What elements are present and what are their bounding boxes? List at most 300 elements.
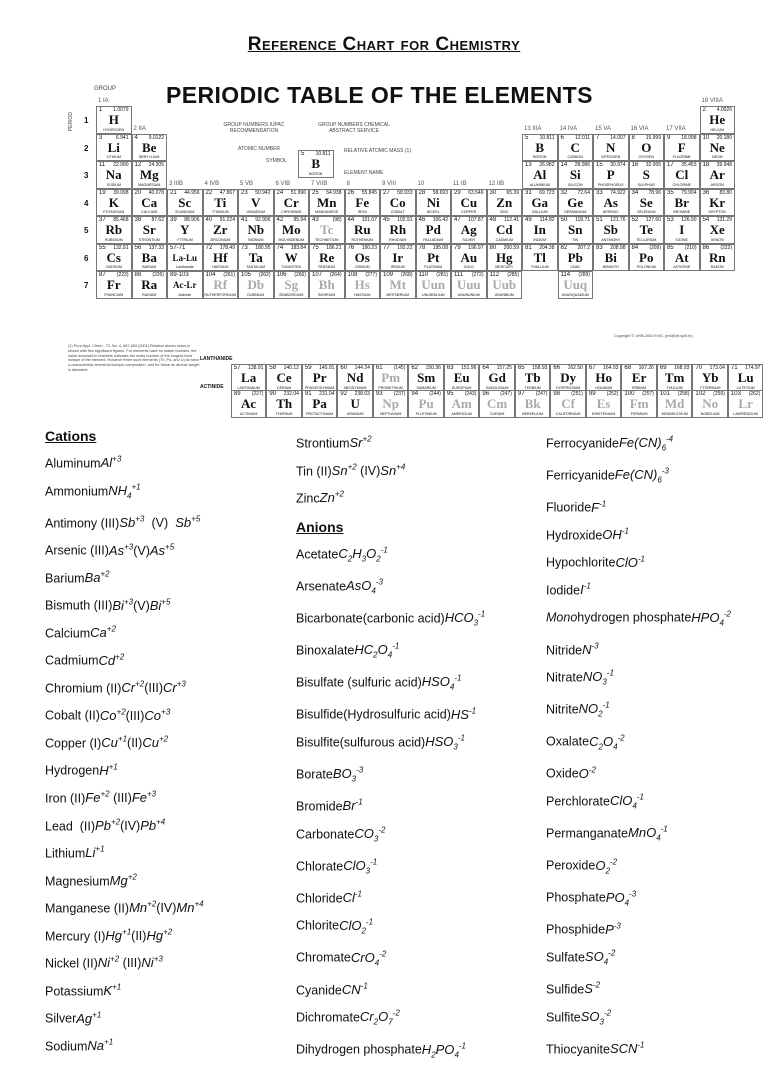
anion-formula: $SO_3^{-2}$ [580,1008,612,1027]
element-name: FERMIUM [630,411,648,416]
anion-formula: $N^{-3}$ [582,641,599,657]
anion-item [546,694,731,726]
cation-name: Lithium [45,846,86,861]
element-symbol: Po [639,249,654,265]
atomic-mass: (247) [500,391,512,397]
atomic-number: 95 [446,391,454,397]
element-name: HYDROGEN [103,127,125,132]
anion-item [546,602,731,634]
element-si [558,161,594,189]
atomic-mass: (210) [684,244,697,251]
cation-item [45,476,204,508]
atomic-number: 53 [667,217,674,223]
atomic-mass: 174.97 [745,365,761,371]
atomic-mass: 151.96 [461,365,477,371]
atomic-mass: 51.996 [290,189,306,196]
anion-name: Peroxide [546,858,596,873]
element-name: IRIDIUM [390,265,405,269]
cation-formula: $Fe^{+2}$ $(III)Fe^{+3}$ [85,789,157,806]
atomic-mass: 55.845 [361,189,377,196]
cation-name: Chromium (II) [45,681,122,696]
anion-name: Chloride [296,891,343,906]
cation-formula: $Mn^{+2}(IV)Mn^{+4}$ [129,900,204,916]
cation-name: Barium [45,571,85,586]
element-bh [309,271,345,299]
cation-item [45,590,204,618]
atomic-number: 64 [482,365,490,371]
element-symbol: Pm [381,370,401,385]
atomic-number: 16 [631,162,639,168]
anion-name: Monohydrogen phosphate [546,610,692,625]
element-name: TUNGSTEN [281,265,302,269]
anion-formula: CrO$_4^{-2}$ [350,949,387,968]
element-symbol: Pt [427,249,440,265]
lanthanide-dy [550,364,586,392]
element-tl [522,244,558,272]
anion-formula: $OH^{-1}$ [602,526,629,543]
atomic-number: 57-71 [170,244,186,251]
element-name: PHOSPHORUS [597,182,624,187]
lanthanide-la [231,364,267,392]
element-name: CAESIUM [105,265,122,269]
atomic-mass: (266) [294,272,306,278]
atomic-mass: 54.938 [326,189,342,196]
anion-name: Chlorite [296,918,340,933]
atomic-number: 87 [99,272,106,278]
group-header: 7 VIIB [311,180,328,187]
cation-name: Lead (II) [45,818,96,833]
atomic-mass: 192.22 [397,244,413,251]
element-fe [345,189,381,217]
atomic-number: 96 [482,391,490,397]
element-i [664,216,700,244]
element-symbol: Ce [276,370,292,385]
element-be [132,134,168,162]
atomic-number: 77 [383,244,390,251]
element-symbol: W [284,249,298,265]
atomic-mass: (251) [571,391,583,397]
element-name: KRYPTON [708,210,726,214]
atomic-number: 9 [667,134,671,141]
atomic-mass: 127.60 [645,217,661,223]
atomic-number: 107 [312,272,323,278]
element-os [345,244,381,272]
actinide-es [586,390,622,418]
atomic-mass: 167.26 [638,365,654,371]
element-symbol: Ba [141,249,157,265]
element-symbol: Tl [533,249,546,265]
atomic-number: 105 [241,272,252,278]
anion-item [296,910,485,942]
atomic-number: 46 [418,217,426,223]
element-f [664,134,700,162]
anion-formula: $Fe(CN)_6^{-3}$ [614,467,669,486]
group-header: 3 IIIB [169,180,184,187]
atomic-number: 3 [99,134,103,141]
atomic-number: 13 [525,162,532,168]
element-symbol: Er [631,370,647,385]
element-name: ERBIUM [632,385,647,390]
element-symbol: B [311,156,321,171]
element-name: TELLURIUM [636,237,657,242]
atomic-mass: (223) [116,272,129,278]
element-symbol: Nd [346,370,364,385]
anion-item [296,727,485,759]
element-symbol: Os [354,249,370,265]
element-name: URANIUM [346,411,364,416]
element-name: ARGON [710,182,724,187]
element-name: THALLIUM [530,265,549,269]
anion-name: Bicarbonate(carbonic acid) [296,611,445,626]
element-ti [203,189,239,217]
anion-name: Nitride [546,642,583,657]
footnote: (1) Pure Appl. Chem., 73, No. 4, 667-683 (2001) Relative atomic mass is shown with five significant figures. For elements have no stable nuclides, the value enclosed in brackets indicates the mass number of the longest-lived isotope of the element. However three such elements (Th, Pa, and U) do have a characteristic terrestrial isotopic composition, and for these an atomic weight is tabulated. [68,344,200,372]
actinide-pa [302,390,338,418]
element-symbol: Ho [595,370,612,385]
anion-formula: $NO_3^{-1}$ [582,669,614,687]
cation-formula: $Cu^{+1}(II)Cu^{+2}$ [101,734,169,751]
cation-formula: $Na^{+1}$ [87,1037,114,1054]
atomic-mass: 18.998 [681,134,697,141]
anion-formula: $C_2O_4^{-2}$ [589,733,625,752]
element-name: TANTALUM [246,265,266,269]
anion-name: Nitrate [546,670,583,685]
element-symbol: Na [105,167,122,182]
cation-name: Ammonium [45,483,109,498]
atomic-number: 43 [312,217,319,223]
anion-name: Dihydrogen phosphate [296,1042,422,1057]
atomic-number: 110 [418,272,429,278]
cation-formula: $NH_4^{+1}$ [108,482,141,501]
element-symbol: Ta [248,249,263,265]
periodic-table [66,82,761,416]
atomic-number: 28 [418,189,426,196]
lanthanide-ho [586,364,622,392]
atomic-mass: 39.948 [716,162,732,168]
atomic-mass: 28.086 [574,162,590,168]
element-symbol: Sb [603,222,618,237]
anion-item [296,603,485,635]
lanthanide-er [621,364,657,392]
element-symbol: Cm [487,396,508,411]
symbol-label: SYMBOL [266,158,287,164]
anion-formula: ClO$^{-1}$ [615,554,645,570]
cation-name: Silver [45,1011,77,1026]
element-symbol: Ac [241,396,257,411]
anion-item [296,1034,485,1066]
element-symbol: Si [569,167,581,182]
element-name: CALIFORNIUM [555,411,581,416]
atomic-mass: 208.98 [610,244,626,251]
atomic-number: 67 [588,365,596,371]
element-hf [203,244,239,272]
atomic-number: 100 [624,391,635,397]
element-symbol: Pu [418,396,434,411]
element-hg [487,244,523,272]
element-symbol: Sg [284,277,299,292]
element-name: CURIUM [489,411,505,416]
legend-example-b [298,150,334,178]
atomic-number: 21 [170,189,177,196]
element-name: CARBON [567,155,583,159]
element-nb [238,216,274,244]
anion-name: Binoxalate [296,643,355,658]
atomic-number: 86 [702,244,710,251]
atomic-mass: 40.078 [148,189,164,196]
atomic-mass: 101.07 [361,217,377,223]
lanthanide-lu [728,364,764,392]
anion-item [296,975,485,1003]
element-mt [380,271,416,299]
atomic-number: 4 [134,134,138,141]
element-name: SEABORGIUM [279,292,304,297]
element-la-lu [167,244,203,272]
actinide-pu [408,390,444,418]
element-sb [593,216,629,244]
element-symbol: Bi [604,249,617,265]
element-symbol: Tm [664,370,685,385]
cation-item [296,456,485,484]
element-name: HAFNIUM [212,265,229,269]
atomic-number: 63 [446,365,454,371]
anion-formula: $BO_3^{-3}$ [332,765,364,784]
element-name: DYSPROSIUM [556,385,581,390]
anion-item [296,571,485,603]
atomic-number: 14 [560,162,568,168]
element-symbol: I [679,222,685,237]
element-name: SCANDIUM [175,210,195,214]
element-symbol: V [251,194,261,210]
group-header: 6 VIB [275,180,291,187]
anion-name: Fluoride [546,500,592,515]
element-p [593,161,629,189]
anion-formula: $HC_2O_4^{-1}$ [354,641,400,660]
element-name: BORON [309,171,323,176]
anion-item [546,974,731,1002]
anion-item [546,786,731,818]
element-name: RHODIUM [389,237,407,242]
cation-name: Iron (II) [45,791,86,806]
atomic-mass: 186.21 [326,244,342,251]
cation-item [45,1003,204,1031]
element-symbol: Md [664,396,685,411]
anion-name: Ferrocyanide [546,436,619,451]
element-symbol: Uub [492,277,517,292]
element-ni [416,189,452,217]
element-se [629,189,665,217]
element-name: RUTHERFORDIUM [204,292,237,297]
element-fr [96,271,132,299]
element-ge [558,189,594,217]
element-name: NEON [712,155,723,159]
cation-item [45,976,204,1004]
element-xe [700,216,736,244]
cation-item [45,866,204,894]
cation-formula: $Mg^{+2}$ [109,872,137,888]
element-name: PALLADIUM [423,237,444,242]
atomic-number: 60 [340,365,348,371]
anion-name: Ferricyanide [546,468,615,483]
atomic-mass: 132.91 [113,244,129,251]
atomic-number: 88 [134,272,142,278]
atomic-mass: 72.64 [577,189,590,196]
element-cr [274,189,310,217]
element-name: FLUORINE [672,155,691,159]
atomic-number: 80 [489,244,497,251]
atomic-number: 89 [233,391,241,397]
element-uuu [451,271,487,299]
atomic-number: 108 [347,272,358,278]
group-header: 14 IVA [559,125,578,132]
atomic-mass: 10.811 [539,134,555,141]
atomic-number: 23 [241,189,248,196]
element-symbol: Uuu [456,277,481,292]
group-header: 4 IVB [204,180,220,187]
anion-name: Chlorate [296,858,344,873]
anion-name: Sulfite [546,1009,581,1024]
cations-continued-list [296,428,485,511]
anion-formula: $P^{-3}$ [605,921,621,937]
element-symbol: Am [451,396,472,411]
element-symbol: H [108,112,119,127]
atomic-number: 59 [304,365,312,371]
element-symbol: O [641,139,652,155]
element-name: ZINC [500,210,509,214]
element-ga [522,189,558,217]
cation-name: Antimony (III) [45,515,120,530]
atomic-mass: (264) [329,272,342,278]
anion-formula: $Fe(CN)_6^{-4}$ [618,435,674,453]
atomic-number: 17 [667,162,674,168]
atomic-mass: 162.50 [567,365,583,371]
actinide-label: ACTINIDE [200,384,224,390]
atomic-mass: 47.867 [219,189,235,196]
cation-formula: $Li^{+1}$ [85,845,105,861]
element-name: LAWRENCIUM [733,411,758,416]
anion-formula: $HS^{-1}$ [450,706,477,722]
element-symbol: Fe [355,194,370,210]
atomic-mass: (289) [578,272,590,278]
atomic-mass: 183.84 [290,244,306,251]
element-sr [132,216,168,244]
anion-formula: $HPO_4^{-2}$ [691,609,732,628]
element-name: MAGNESIUM [138,182,161,187]
anion-item [296,759,485,791]
cation-name: Cadmium [45,653,99,668]
middle-column [296,428,485,1066]
element-symbol: Se [639,194,653,210]
anion-formula: $O_2^{-2}$ [595,857,618,876]
element-name: STRONTIUM [138,237,160,242]
element-name: PLATINUM [424,265,443,269]
element-symbol: Rb [105,222,123,237]
anion-item [546,818,731,850]
anion-formula: ClO$_4^{-1}$ [609,792,644,811]
atomic-number: 5 [301,151,305,157]
atomic-mass: 14.007 [610,134,626,141]
atomic-number: 82 [560,244,568,251]
group-header: 8 [346,180,350,187]
atomic-number: 39 [170,217,177,223]
atomic-mass: (247) [535,391,548,397]
element-name: MENDELEVIUM [661,411,688,416]
element-symbol: Ca [141,194,158,210]
anion-formula: AsO$_4^{-3}$ [346,577,383,596]
lanthanide-pr [302,364,338,392]
group-header: 15 VA [595,125,611,132]
element-symbol: Br [674,194,689,210]
element-cl [664,161,700,189]
anions-list [296,539,485,1066]
element-name: LANTHANUM [237,385,260,390]
group-header: 5 VB [240,180,254,187]
element-symbol: Bk [524,396,541,411]
element-symbol: Rn [708,249,726,265]
atomic-mass: (258) [677,391,690,397]
element-symbol: Hs [354,277,370,292]
actinide-ac [231,390,267,418]
atomic-mass: 20.180 [716,134,732,141]
anion-formula: ClO$_2^{-1}$ [339,917,374,936]
atomic-number: 11 [99,162,106,168]
element-name: HOLMIUM [595,385,613,390]
cation-formula: $Ca^{+2}$ [90,624,116,641]
atomic-number: 12 [134,162,142,168]
group-header: 13 IIIA [524,125,542,132]
element-mg [132,161,168,189]
element-name: ALUMINIUM [529,182,550,187]
anion-name: Permanganate [546,826,629,841]
atomic-mass: (281) [436,272,448,278]
atomic-mass: (227) [251,391,264,397]
atomic-mass: 190.23 [361,244,377,251]
atomic-mass: 106.42 [432,217,448,223]
anion-formula: $HSO_3^{-1}$ [425,733,465,752]
element-symbol: La-Lu [172,252,197,263]
anion-name: Perchlorate [546,794,610,809]
atomic-number: 29 [454,189,461,196]
cations-column [45,428,204,1058]
atomic-mass: 238.03 [354,391,370,397]
cation-formula: $Bi^{+3}(V)Bi^{+5}$ [112,597,171,613]
cas-label: GROUP NUMBERS CHEMICAL ABSTRACT SERVICE [318,122,390,134]
element-re [309,244,345,272]
element-name: COBALT [390,210,405,214]
element-name: RUBIDIUM [104,237,123,242]
element-symbol: Gd [488,370,506,385]
element-cd [487,216,523,244]
cation-item [45,700,204,728]
element-mn [309,189,345,217]
element-sg [274,271,310,299]
element-br [664,189,700,217]
atomic-number: 8 [631,134,635,141]
element-name: LUTETIUM [736,385,755,390]
anion-item [296,699,485,727]
period-number: 1 [84,116,89,125]
element-name: EUROPIUM [451,385,472,390]
anion-name: Borate [296,767,333,782]
element-symbol: He [709,112,726,127]
cation-item [45,811,204,839]
cation-name: Copper (I) [45,736,102,751]
element-kr [700,189,736,217]
atomic-number: 1 [99,107,103,113]
element-name: NICKEL [426,210,440,214]
anion-formula: $S^{-2}$ [584,981,601,997]
element-symbol: Fm [629,396,649,411]
element-po [629,244,665,272]
